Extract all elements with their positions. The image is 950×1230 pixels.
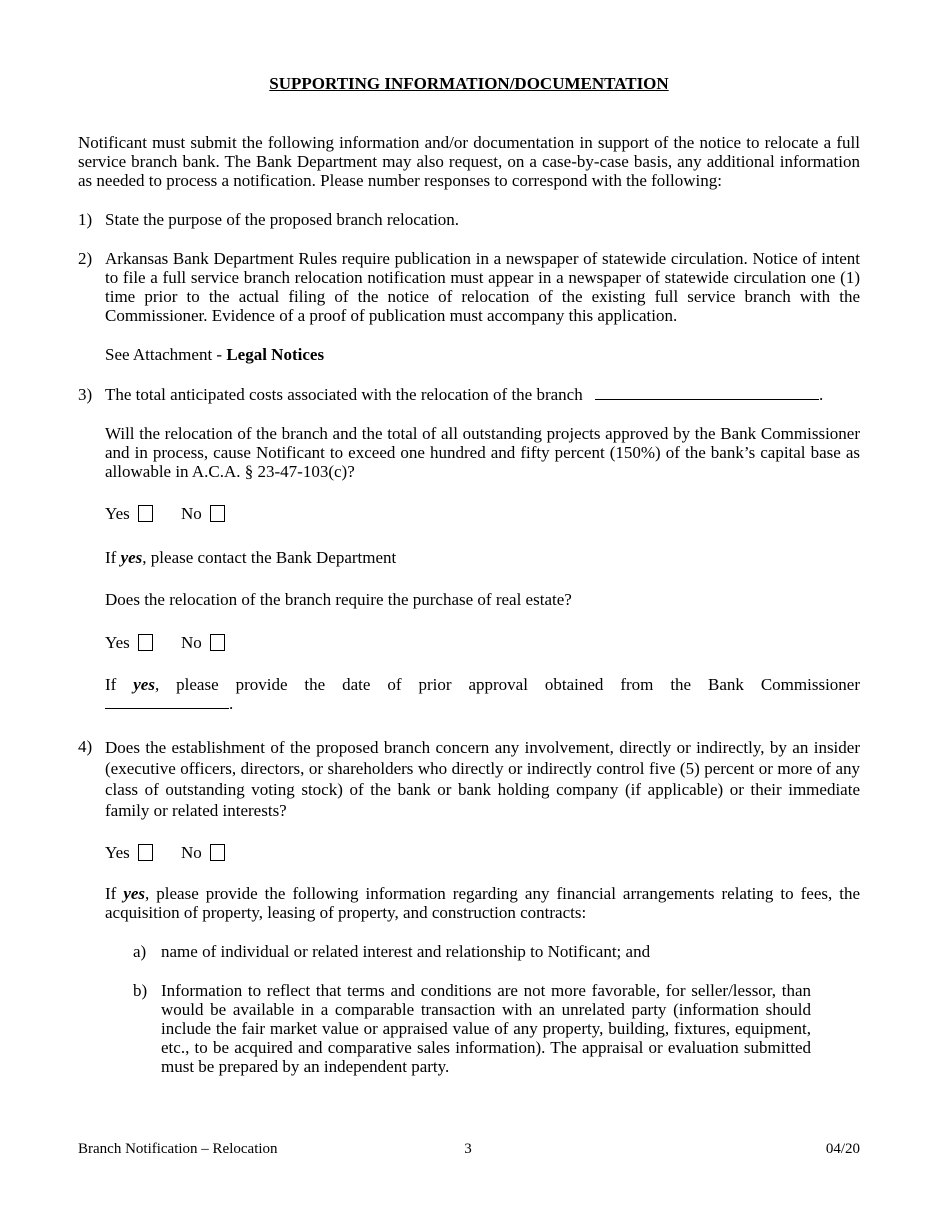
see-attachment-prefix: See Attachment -	[105, 345, 227, 364]
approval-date-line	[105, 694, 860, 713]
item-1-text: State the purpose of the proposed branch relocation.	[105, 210, 460, 229]
yes-emphasis: yes	[123, 884, 146, 903]
item-2-text: Arkansas Bank Department Rules require publication in a newspaper of statewide circulation. Notice of intent to file a full service branch relocation notification must appear in a newspaper of statewide circulation one (1) time prior to the actual filing of the notice of relocation of the existing full service branch with the Commissioner. Evidence of a proof of publication must accompany this application.	[105, 249, 860, 325]
yes-label: Yes	[105, 843, 130, 862]
footer-page-number: 3	[464, 1141, 472, 1157]
insider-no-checkbox[interactable]	[210, 844, 225, 861]
yes-emphasis: yes	[133, 675, 155, 694]
item-3-number: 3)	[78, 385, 93, 404]
intro-paragraph: Notificant must submit the following information and/or documentation in support of the notice to relocate a full service branch bank. The Bank Department may also request, on a case-by-case basis, any additional information as needed to process a notification. Please number responses to correspond with the following:	[78, 133, 860, 190]
real-estate-yes-checkbox[interactable]	[138, 634, 153, 651]
footer-revision-date: 04/20	[825, 1141, 860, 1157]
legal-notices-label: Legal Notices	[226, 345, 325, 364]
capital-yes-checkbox[interactable]	[138, 505, 153, 522]
item-3-question-capital: Will the relocation of the branch and the total of all outstanding projects approved by the Bank Commissioner and in process, cause Notificant to exceed one hundred and fifty percent (150%) of the bank’s capital base as allowable in A.C.A. § 23-47-103(c)?	[105, 424, 860, 481]
if-prefix: If	[105, 675, 134, 694]
item-4-number: 4)	[78, 737, 93, 756]
subitem-a-letter: a)	[133, 942, 147, 961]
subitem-b-text: Information to reflect that terms and conditions are not more favorable, for seller/lessor, than would be available in a comparable transaction with an unrelated party (information should include the fair market value or appraised value of any property, building, fixtures, equipment, etc., to be acquired and comparative sales information). The appraisal or evaluation submitted must be prepared by an independent party.	[161, 981, 811, 1076]
approval-date-field[interactable]	[105, 694, 229, 709]
no-label: No	[181, 504, 202, 523]
page-title: SUPPORTING INFORMATION/DOCUMENTATION	[269, 74, 669, 93]
item-2-number: 2)	[78, 249, 93, 268]
no-label: No	[181, 633, 202, 652]
contact-note: , please contact the Bank Department	[142, 548, 397, 567]
capital-if-yes-note	[105, 548, 860, 567]
approval-date-period: .	[229, 694, 234, 713]
total-cost-field[interactable]	[595, 385, 819, 400]
financial-arrangements-note: , please provide the following information regarding any financial arrangements relating to fees, the acquisition of property, leasing of property, and construction contracts:	[105, 884, 860, 922]
if-prefix: If	[105, 884, 124, 903]
insider-if-yes-note	[105, 884, 860, 922]
footer-form-name: Branch Notification – Relocation	[78, 1141, 278, 1157]
insider-yes-no-row	[105, 843, 860, 862]
approval-date-note: , please provide the date of prior approval obtained from the Bank Commissioner	[154, 675, 861, 694]
yes-label: Yes	[105, 504, 130, 523]
cost-period: .	[818, 385, 824, 404]
capital-yes-no-row	[105, 504, 860, 523]
item-3-question-real-estate: Does the relocation of the branch require the purchase of real estate?	[105, 590, 572, 609]
insider-yes-checkbox[interactable]	[138, 844, 153, 861]
yes-label: Yes	[105, 633, 130, 652]
yes-emphasis: yes	[120, 548, 143, 567]
see-attachment-line	[105, 345, 860, 364]
no-label: No	[181, 843, 202, 862]
if-prefix: If	[105, 548, 121, 567]
item-3-text: The total anticipated costs associated with the relocation of the branch	[105, 385, 583, 404]
subitem-a-text: name of individual or related interest and relationship to Notificant; and	[161, 942, 651, 961]
item-3-cost-line	[105, 385, 860, 404]
item-4-text: Does the establishment of the proposed branch concern any involvement, directly or indirectly, by an insider (executive officers, directors, or shareholders who directly or indirectly control five (5) percent or more of any class of outstanding voting stock) of the bank or bank holding company (if applicable) or their immediate family or related interests?	[105, 738, 860, 820]
real-estate-if-yes-note	[105, 675, 860, 694]
capital-no-checkbox[interactable]	[210, 505, 225, 522]
real-estate-yes-no-row	[105, 633, 860, 652]
subitem-b-letter: b)	[133, 981, 148, 1000]
real-estate-no-checkbox[interactable]	[210, 634, 225, 651]
item-1-number: 1)	[78, 210, 93, 229]
